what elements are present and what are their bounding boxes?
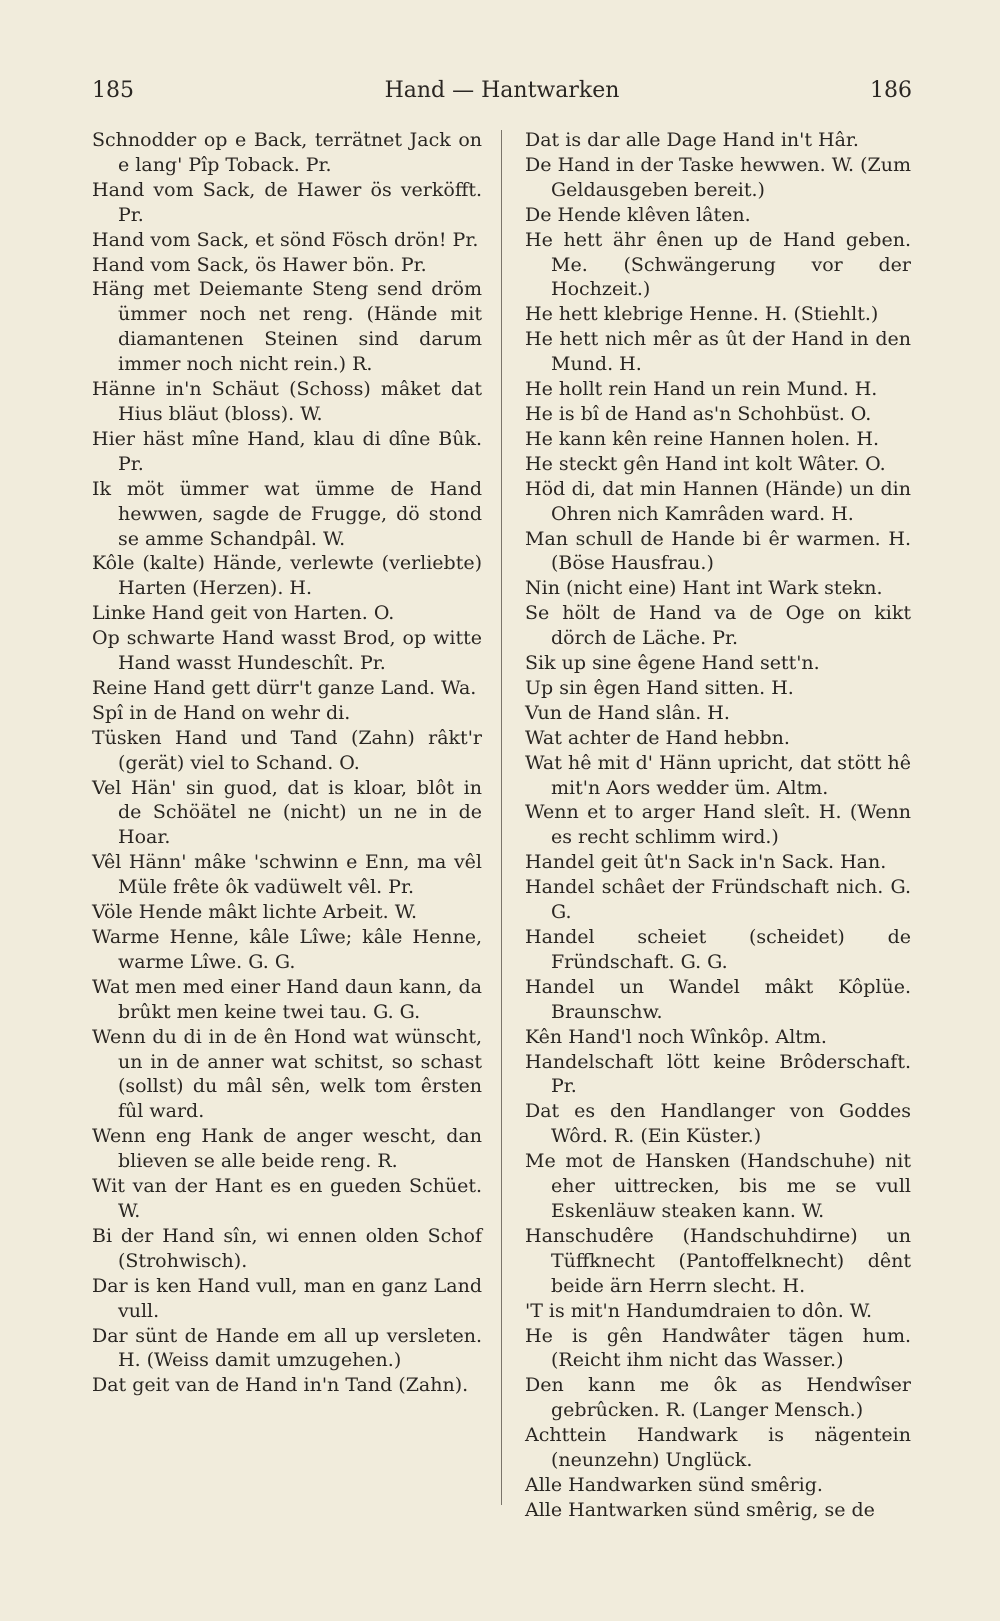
proverb-entry: Dat es den Handlanger von Goddes Wôrd. R. (Ein Küster.)	[525, 1100, 911, 1148]
proverb-entry: Bi der Hand sîn, wi ennen olden Schof (Strohwisch).	[92, 1224, 482, 1272]
proverb-entry: Wenn eng Hank de anger wescht, dan blieven se alle beide reng. R.	[92, 1125, 482, 1173]
proverb-entry: He hett nich mêr as ût der Hand in den Mund. H.	[525, 328, 911, 376]
proverb-entry: 'T is mit'n Handumdraien to dôn. W.	[525, 1299, 873, 1322]
column-divider	[501, 130, 502, 1505]
proverb-entry: Häng met Deiemante Steng send dröm ümmer noch net reng. (Hände mit diamantenen Steinen sind darum immer noch nicht rein.) R.	[92, 278, 482, 376]
proverb-entry: Achttein Handwark is nägentein (neunzehn) Unglück.	[525, 1424, 911, 1472]
proverb-entry: Handelschaft lött keine Brôderschaft. Pr.	[525, 1050, 911, 1098]
proverb-entry: Wat hê mit d' Hänn upricht, dat stött hê mit'n Aors wedder üm. Altm.	[525, 751, 911, 799]
proverb-entry: Wat achter de Hand hebbn.	[525, 726, 790, 749]
running-header	[92, 70, 912, 110]
proverb-entry: De Hende klêven lâten.	[525, 203, 751, 226]
proverb-entry: He is bî de Hand as'n Schohbüst. O.	[525, 402, 872, 425]
proverb-entry: Up sin êgen Hand sitten. H.	[525, 676, 794, 699]
proverb-entry: Handel geit ût'n Sack in'n Sack. Han.	[525, 851, 887, 874]
proverb-entry: Wenn du di in de ên Hond wat wünscht, un in de anner wat schitst, so schast (sollst) du mâl sên, welk tom êrsten fûl ward.	[92, 1025, 482, 1123]
proverb-entry: Se hölt de Hand va de Oge on kikt dörch de Läche. Pr.	[525, 602, 911, 650]
page-number-left: 185	[92, 78, 134, 103]
proverb-entry: Sik up sine êgene Hand sett'n.	[525, 652, 820, 675]
proverb-entry: Vêl Hänn' mâke 'schwinn e Enn, ma vêl Müle frête ôk vadüwelt vêl. Pr.	[92, 851, 482, 899]
proverb-entry: Hand vom Sack, et sönd Fösch drön! Pr.	[92, 228, 479, 251]
proverb-entry: He steckt gên Hand int kolt Wâter. O.	[525, 452, 886, 475]
proverb-entry: Hand vom Sack, de Hawer ös verköfft. Pr.	[92, 178, 482, 226]
proverb-entry: Schnodder op e Back, terrätnet Jack on e lang' Pîp Toback. Pr.	[92, 129, 482, 176]
proverb-entry: Man schull de Hande bi êr warmen. H. (Böse Hausfrau.)	[525, 527, 911, 575]
proverb-entry: Hanschudêre (Handschuhdirne) un Tüffknecht (Pantoffelknecht) dênt beide ärn Herrn slecht. H.	[525, 1224, 911, 1297]
proverb-entry: Dat geit van de Hand in'n Tand (Zahn).	[92, 1374, 469, 1397]
proverb-entry: Op schwarte Hand wasst Brod, op witte Hand wasst Hundeschît. Pr.	[92, 627, 482, 675]
proverb-entry: He kann kên reine Hannen holen. H.	[525, 427, 879, 450]
page-number-right: 186	[870, 78, 912, 103]
proverb-entry: De Hand in der Taske hewwen. W. (Zum Geldausgeben bereit.)	[525, 153, 911, 201]
proverb-entry: Hier häst mîne Hand, klau di dîne Bûk. Pr.	[92, 427, 482, 475]
proverb-entry: Spî in de Hand on wehr di.	[92, 701, 351, 724]
proverb-entry: Wenn et to arger Hand sleît. H. (Wenn es recht schlimm wird.)	[525, 801, 911, 849]
proverb-entry: Warme Henne, kâle Lîwe; kâle Henne, warme Lîwe. G. G.	[92, 926, 482, 973]
proverb-entry: Handel un Wandel mâkt Kôplüe. Braunschw.	[525, 975, 911, 1023]
proverb-entry: Dar is ken Hand vull, man en ganz Land vull.	[92, 1274, 482, 1322]
proverb-entry: Hand vom Sack, ös Hawer bön. Pr.	[92, 253, 427, 276]
proverb-entry: Handel scheiet (scheidet) de Fründschaft. G. G.	[525, 926, 911, 973]
proverb-entry: Handel schâet der Fründschaft nich. G. G.	[525, 876, 911, 924]
proverb-entry: He hett klebrige Henne. H. (Stiehlt.)	[525, 303, 879, 326]
proverb-entry: Völe Hende mâkt lichte Arbeit. W.	[92, 901, 418, 924]
proverb-entry: He hollt rein Hand un rein Mund. H.	[525, 378, 878, 401]
proverb-entry: Vun de Hand slân. H.	[525, 701, 730, 724]
proverb-entry: Höd di, dat min Hannen (Hände) un din Ohren nich Kamrâden ward. H.	[525, 477, 911, 525]
proverb-entry: Hänne in'n Schäut (Schoss) mâket dat Hius bläut (bloss). W.	[92, 378, 482, 425]
proverb-entry: Kôle (kalte) Hände, verlewte (verliebte) Harten (Herzen). H.	[92, 552, 482, 600]
right-column	[525, 128, 911, 1523]
proverb-entry: He hett ähr ênen up de Hand geben. Me. (Schwängerung vor der Hochzeit.)	[525, 228, 911, 301]
proverb-entry: Nin (nicht eine) Hant int Wark stekn.	[525, 577, 883, 600]
proverb-entry: Wit van der Hant es en gueden Schüet. W.	[92, 1175, 482, 1222]
proverb-entry: Tüsken Hand und Tand (Zahn) râkt'r (gerät) viel to Schand. O.	[92, 726, 482, 774]
proverb-entry: Linke Hand geit von Harten. O.	[92, 602, 395, 625]
proverb-entry: Kên Hand'l noch Wînkôp. Altm.	[525, 1025, 827, 1048]
proverb-entry: Wat men med einer Hand daun kann, da brûkt men keine twei tau. G. G.	[92, 975, 482, 1023]
proverb-entry: Dat is dar alle Dage Hand in't Hâr.	[525, 129, 859, 151]
proverb-entry: Alle Hantwarken sünd smêrig, se de	[525, 1498, 875, 1521]
proverb-entry: Ik möt ümmer wat ümme de Hand hewwen, sagde de Frugge, dö stond se amme Schandpâl. W.	[92, 477, 482, 550]
proverb-entry: Me mot de Hansken (Handschuhe) nit eher uittrecken, bis me se vull Eskenläuw steaken kann. W.	[525, 1150, 911, 1222]
proverb-entry: Reine Hand gett dürr't ganze Land. Wa.	[92, 676, 477, 699]
proverb-entry: Dar sünt de Hande em all up versleten. H. (Weiss damit umzugehen.)	[92, 1324, 482, 1372]
proverb-entry: Vel Hän' sin guod, dat is kloar, blôt in de Schöätel ne (nicht) un ne in de Hoar.	[92, 776, 482, 849]
proverb-entry: Den kann me ôk as Hendwîser gebrûcken. R. (Langer Mensch.)	[525, 1374, 911, 1422]
left-column	[92, 128, 482, 1398]
proverb-entry: He is gên Handwâter tägen hum. (Reicht ihm nicht das Wasser.)	[525, 1324, 911, 1372]
page-title: Hand — Hantwarken	[384, 78, 620, 103]
proverb-entry: Alle Handwarken sünd smêrig.	[525, 1473, 823, 1496]
